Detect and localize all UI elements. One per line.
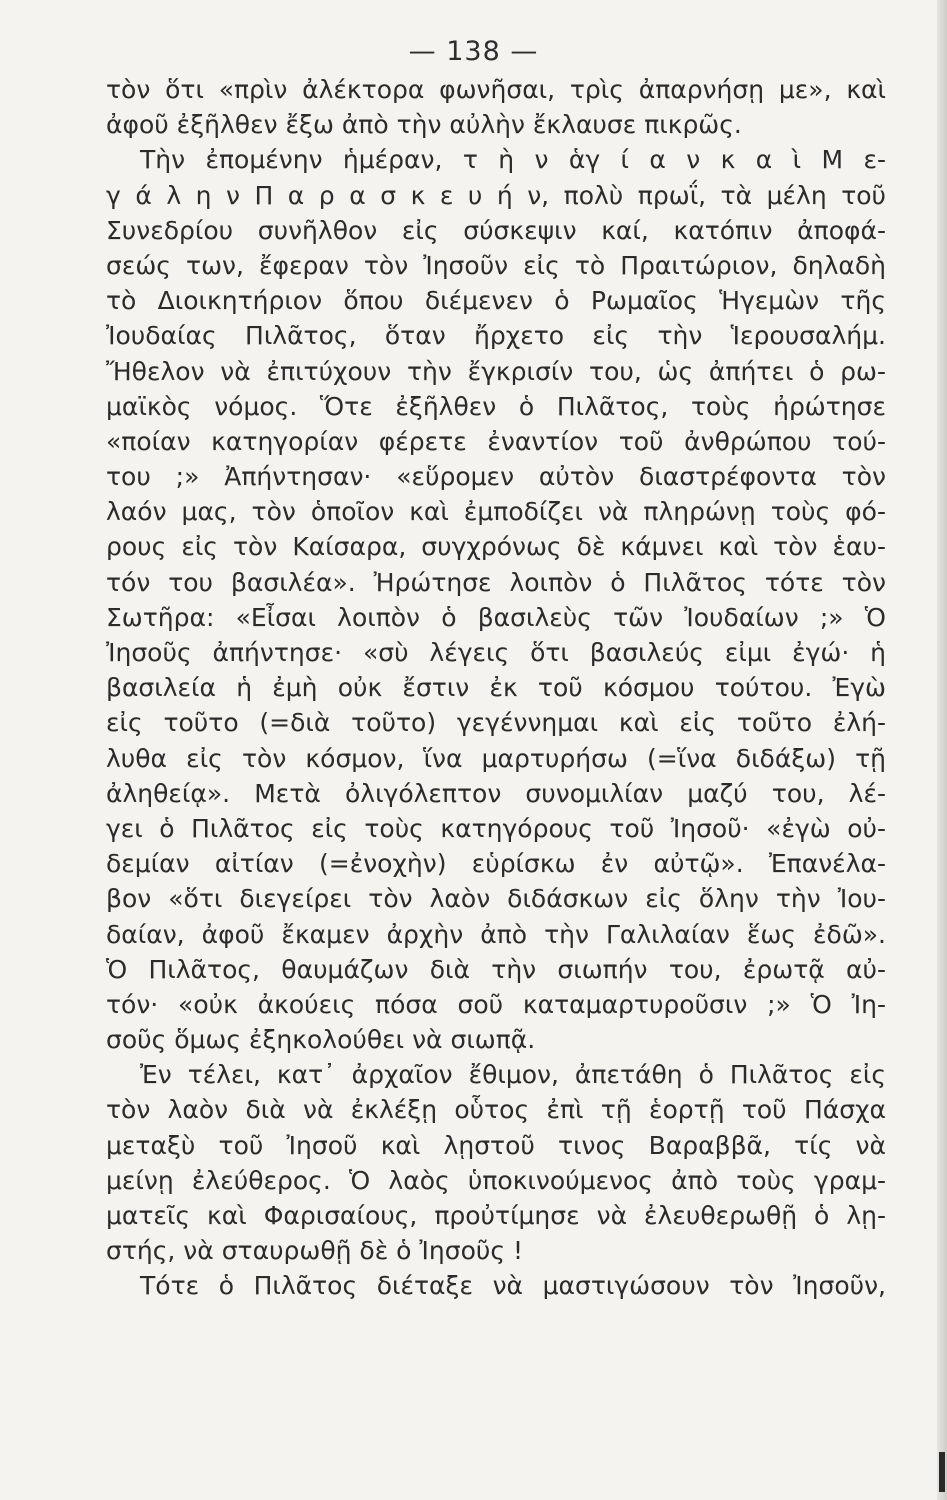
text-line: τὸ Διοικητήριον ὅπου διέμενεν ὁ Ρωμαῖος Ἡγεμὼν τῆς <box>106 286 886 316</box>
text-line: ἀφοῦ ἐξῆλθεν ἔξω ἀπὸ τὴν αὐλὴν ἔκλαυσε πικρῶς. <box>106 110 742 140</box>
text-line: ἀληθείᾳ». Μετὰ ὀλιγόλεπτον συνομιλίαν μαζύ του, λέ- <box>106 778 886 808</box>
text-line: ρους εἰς τὸν Καίσαρα, συγχρόνως δὲ κάμνει καὶ τὸν ἑαυ- <box>106 532 886 562</box>
text-line: Σωτῆρα: «Εἶσαι λοιπὸν ὁ βασιλεὺς τῶν Ἰουδαίων ;» Ὁ <box>106 602 886 632</box>
text-line: Τὴν ἐπομένην ἡμέραν, τ ὴ ν ἁγ ί α ν κ α ὶ Μ ε- <box>140 145 886 175</box>
page-number: — 138 — <box>408 36 539 67</box>
text-line: ματεῖς καὶ Φαρισαίους, προὐτίμησε νὰ ἐλευθερωθῇ ὁ λῃ- <box>106 1201 886 1230</box>
text-line: τόν του βασιλέα». Ἠρώτησε λοιπὸν ὁ Πιλᾶτος τότε τὸν <box>106 567 886 597</box>
text-line: δεμίαν αἰτίαν (=ἐνοχὴν) εὑρίσκω ἐν αὐτῷ». Ἐπανέλα- <box>106 849 886 879</box>
text-line: γ ά λ η ν Π α ρ α σ κ ε υ ή ν, πολὺ πρωΐ, τὰ μέλη τοῦ <box>106 180 886 210</box>
text-line: στής, νὰ σταυρωθῇ δὲ ὁ Ἰησοῦς ! <box>106 1236 524 1266</box>
text-line: βον «ὅτι διεγείρει τὸν λαὸν διδάσκων εἰς ὅλην τὴν Ἰου- <box>106 884 886 914</box>
text-line: τὸν ὅτι «πρὶν ἀλέκτορα φωνῆσαι, τρὶς ἀπαρνήσῃ με», καὶ <box>106 75 886 104</box>
text-line: Ἰουδαίας Πιλᾶτος, ὅταν ἤρχετο εἰς τὴν Ἱερουσαλήμ. <box>106 321 886 351</box>
text-line: βασιλεία ἡ ἐμὴ οὐκ ἔστιν ἐκ τοῦ κόσμου τούτου. Ἐγὼ <box>106 673 886 703</box>
text-line: Ὁ Πιλᾶτος, θαυμάζων διὰ τὴν σιωπήν του, ἐρωτᾷ αὐ- <box>106 954 886 984</box>
text-line: Ἤθελον νὰ ἐπιτύχουν τὴν ἔγκρισίν του, ὡς ἀπήτει ὁ ρω- <box>106 356 886 386</box>
text-line: τὸν λαὸν διὰ νὰ ἐκλέξῃ οὗτος ἐπὶ τῇ ἑορτῇ τοῦ Πάσχα <box>106 1095 886 1125</box>
text-line: δαίαν, ἀφοῦ ἔκαμεν ἀρχὴν ἀπὸ τὴν Γαλιλαίαν ἕως ἐδῶ». <box>106 919 886 949</box>
text-line: Συνεδρίου συνῆλθον εἰς σύσκεψιν καί, κατόπιν ἀποφά- <box>106 215 886 245</box>
text-line: Ἰησοῦς ἀπήντησε· «σὺ λέγεις ὅτι βασιλεύς εἰμι ἐγώ· ἡ <box>106 638 886 667</box>
text-line: λαόν μας, τὸν ὁποῖον καὶ ἐμποδίζει νὰ πληρώνῃ τοὺς φό- <box>106 497 886 527</box>
text-line: εἰς τοῦτο (=διὰ τοῦτο) γεγέννημαι καὶ εἰς τοῦτο ἐλή- <box>106 708 886 738</box>
text-line: Ἐν τέλει, κατ᾿ ἀρχαῖον ἔθιμον, ἀπετάθη ὁ Πιλᾶτος εἰς <box>140 1060 886 1090</box>
scan-mark <box>939 1452 945 1492</box>
text-line: γει ὁ Πιλᾶτος εἰς τοὺς κατηγόρους τοῦ Ἰησοῦ· «ἐγὼ οὐ- <box>106 813 886 843</box>
page-edge <box>937 0 947 1500</box>
text-line: τόν· «οὐκ ἀκούεις πόσα σοῦ καταμαρτυροῦσιν ;» Ὁ Ἰη- <box>106 989 886 1019</box>
text-line: λυθα εἰς τὸν κόσμον, ἵνα μαρτυρήσω (=ἵνα διδάξω) τῇ <box>106 743 886 773</box>
text-line: μείνῃ ἐλεύθερος. Ὁ λαὸς ὑποκινούμενος ἀπὸ τοὺς γραμ- <box>106 1165 886 1195</box>
text-line: μαϊκὸς νόμος. Ὅτε ἐξῆλθεν ὁ Πιλᾶτος, τοὺς ἠρώτησε <box>106 391 886 421</box>
text-line: «ποίαν κατηγορίαν φέρετε ἐναντίον τοῦ ἀνθρώπου τού- <box>106 426 886 456</box>
text-line: Τότε ὁ Πιλᾶτος διέταξε νὰ μαστιγώσουν τὸν Ἰησοῦν, <box>140 1271 886 1301</box>
text-line: σεώς των, ἔφεραν τὸν Ἰησοῦν εἰς τὸ Πραιτώριον, δηλαδὴ <box>106 250 886 280</box>
text-line: μεταξὺ τοῦ Ἰησοῦ καὶ λῃστοῦ τινος Βαραββᾶ, τίς νὰ <box>106 1130 886 1160</box>
text-line: του ;» Ἀπήντησαν· «εὕρομεν αὐτὸν διαστρέφοντα τὸν <box>106 462 886 492</box>
text-line: σοῦς ὅμως ἐξηκολούθει νὰ σιωπᾷ. <box>106 1025 536 1055</box>
body-text <box>106 72 886 1304</box>
